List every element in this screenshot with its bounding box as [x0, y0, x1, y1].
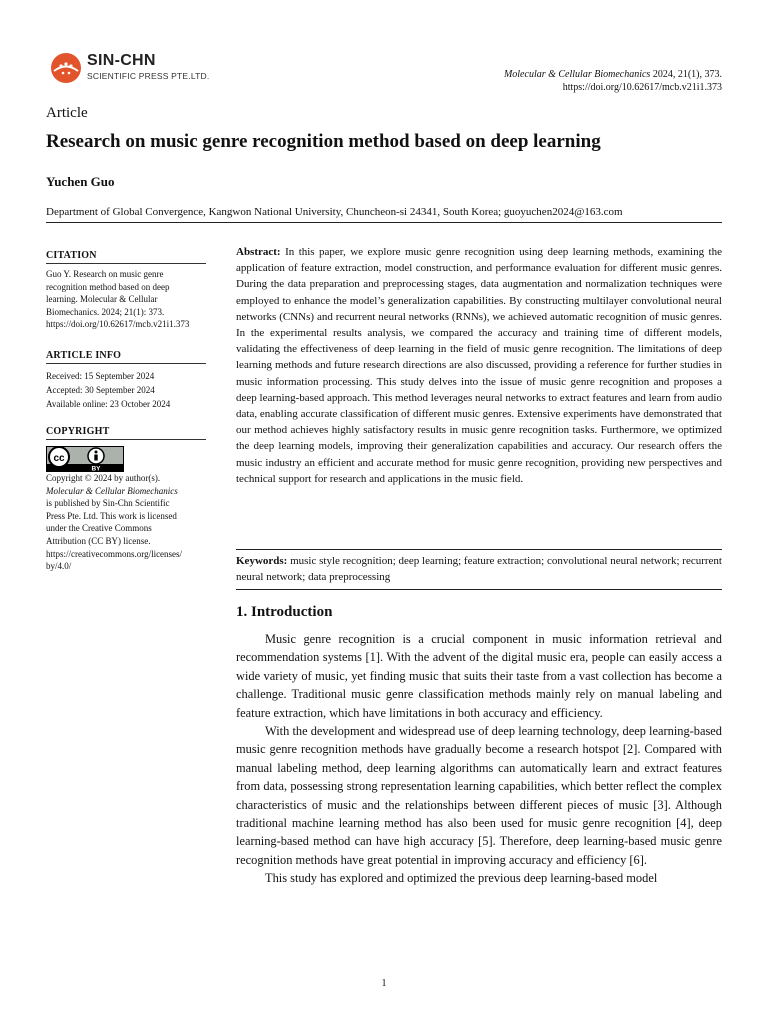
publisher-logo-icon — [50, 52, 82, 84]
paragraph: This study has explored and optimized the previous deep learning-based model — [265, 871, 658, 886]
article-info-heading: ARTICLE INFO — [46, 350, 122, 361]
cc-by-license-icon — [46, 446, 124, 472]
paragraph: Music genre recognition is a crucial component in music information retrieval and recommendation systems [1]. With the advent of the digital music era, people can easily access a wide variety of music, yet finding music that suits their taste from a vast collection has become a challenge. Traditional music genre classification methods mainly rely on manual labeling and feature extraction, which have limitations in both accuracy and efficiency. — [236, 632, 722, 720]
citation-doi-link[interactable]: https://doi.org/10.62617/mcb.v21i1.373 — [46, 319, 190, 330]
keywords-text: music style recognition; deep learning; feature extraction; convolutional neural network; recurrent neural network; data preprocessing — [236, 555, 722, 584]
copyright-journal: Molecular & Cellular Biomechanics — [46, 485, 178, 496]
abstract-divider — [236, 549, 722, 550]
header-divider — [46, 222, 722, 223]
citation-rule — [46, 263, 206, 264]
paper-title: Research on music genre recognition method based on deep learning — [46, 131, 601, 152]
article-info-rule — [46, 363, 206, 364]
copyright-line: Copyright © 2024 by author(s). — [46, 473, 161, 483]
license-link[interactable]: https://creativecommons.org/licenses/ — [46, 548, 183, 559]
author-affiliation: Department of Global Convergence, Kangwon National University, Chuncheon-si 24341, South Korea; guoyuchen2024@163.com — [46, 206, 623, 218]
abstract-text: In this paper, we explore music genre recognition using deep learning methods, examining the application of feature extraction, model construction, and performance evaluation for different music genres. During the data preparation and preprocessing stages, data augmentation and normalization techniques were employed to enhance the model’s generalization capabilities. By constructing multilayer convolutional neural networks (CNNs) and recurrent neural networks (RNNs), we achieved automatic recognition of music genres. In the experimental results analysis, we compared the accuracy and training time of different models, validating the effectiveness of deep learning in the field of music genre recognition. The limitations of deep learning methods and future research directions are also discussed, providing a reference for further studies in music information processing. This study delves into the issue of music genre recognition and proposes a deep learning-based approach. This method leverages neural networks to extract features and learn from audio data, enabling accurate classification of different music genres. Extensive experiments have demonstrated that our method achieves highly satisfactory results in music genre recognition tasks. Furthermore, we optimized the deep learning models, improving their generalization capabilities and accuracy. Our research offers the music industry an efficient and accurate method for music genre recognition, providing new perspectives and technical support for research and applications in the music field. — [236, 246, 722, 485]
copyright-line: Press Pte. Ltd. This work is licensed — [46, 510, 177, 521]
citation-line: learning. Molecular & Cellular — [46, 294, 158, 305]
copyright-line: is published by Sin-Chn Scientific — [46, 498, 170, 509]
copyright-text — [46, 472, 206, 573]
author-name: Yuchen Guo — [46, 174, 115, 189]
svg-text:cc: cc — [53, 453, 65, 464]
citation-line: Guo Y. Research on music genre — [46, 269, 164, 279]
citation-heading: CITATION — [46, 250, 97, 261]
publisher-name: SIN-CHN — [87, 52, 156, 69]
keywords-label: Keywords: — [236, 555, 288, 567]
copyright-line: Attribution (CC BY) license. — [46, 535, 151, 546]
citation-line: Biomechanics. 2024; 21(1): 373. — [46, 306, 165, 317]
available-date: Available online: 23 October 2024 — [46, 399, 171, 409]
keywords — [236, 553, 722, 585]
accepted-date: Accepted: 30 September 2024 — [46, 385, 155, 395]
journal-issue: 2024, 21(1), 373. — [650, 69, 722, 80]
publisher-logo — [50, 52, 250, 86]
article-info — [46, 369, 206, 411]
publisher-subtitle: SCIENTIFIC PRESS PTE.LTD. — [87, 71, 210, 81]
keywords-divider — [236, 589, 722, 590]
introduction-body — [236, 630, 722, 888]
abstract — [236, 244, 722, 487]
citation-line: recognition method based on deep — [46, 281, 170, 292]
copyright-rule — [46, 439, 206, 440]
copyright-line: under the Creative Commons — [46, 523, 152, 534]
citation-text — [46, 268, 206, 331]
journal-name: Molecular & Cellular Biomechanics — [503, 69, 651, 80]
cc-by-label: BY — [91, 465, 101, 472]
paragraph: With the development and widespread use of deep learning technology, deep learning-based music genre recognition methods have gradually become a research hotspot [2]. Compared with manual labeling method, deep learning algorithms can automatically learn and extract features from data, possessing strong representation learning capabilities, which better reflect the complex characteristics of music and the relationships between different pieces of music [3]. Although traditional machine learning method has also been used for music genre recognition [4], deep learning-based method can have high accuracy [5]. Therefore, deep learning-based music genre recognition methods have great potential in improving accuracy and efficiency [6]. — [236, 724, 722, 867]
journal-doi-link[interactable]: https://doi.org/10.62617/mcb.v21i1.373 — [562, 82, 722, 93]
copyright-heading: COPYRIGHT — [46, 426, 110, 437]
received-date: Received: 15 September 2024 — [46, 371, 155, 381]
abstract-label: Abstract: — [236, 246, 281, 258]
page-number: 1 — [381, 978, 387, 989]
journal-reference — [504, 68, 722, 94]
license-link-cont[interactable]: by/4.0/ — [46, 561, 72, 572]
article-type: Article — [46, 105, 88, 121]
section-heading-introduction: 1. Introduction — [236, 604, 333, 620]
